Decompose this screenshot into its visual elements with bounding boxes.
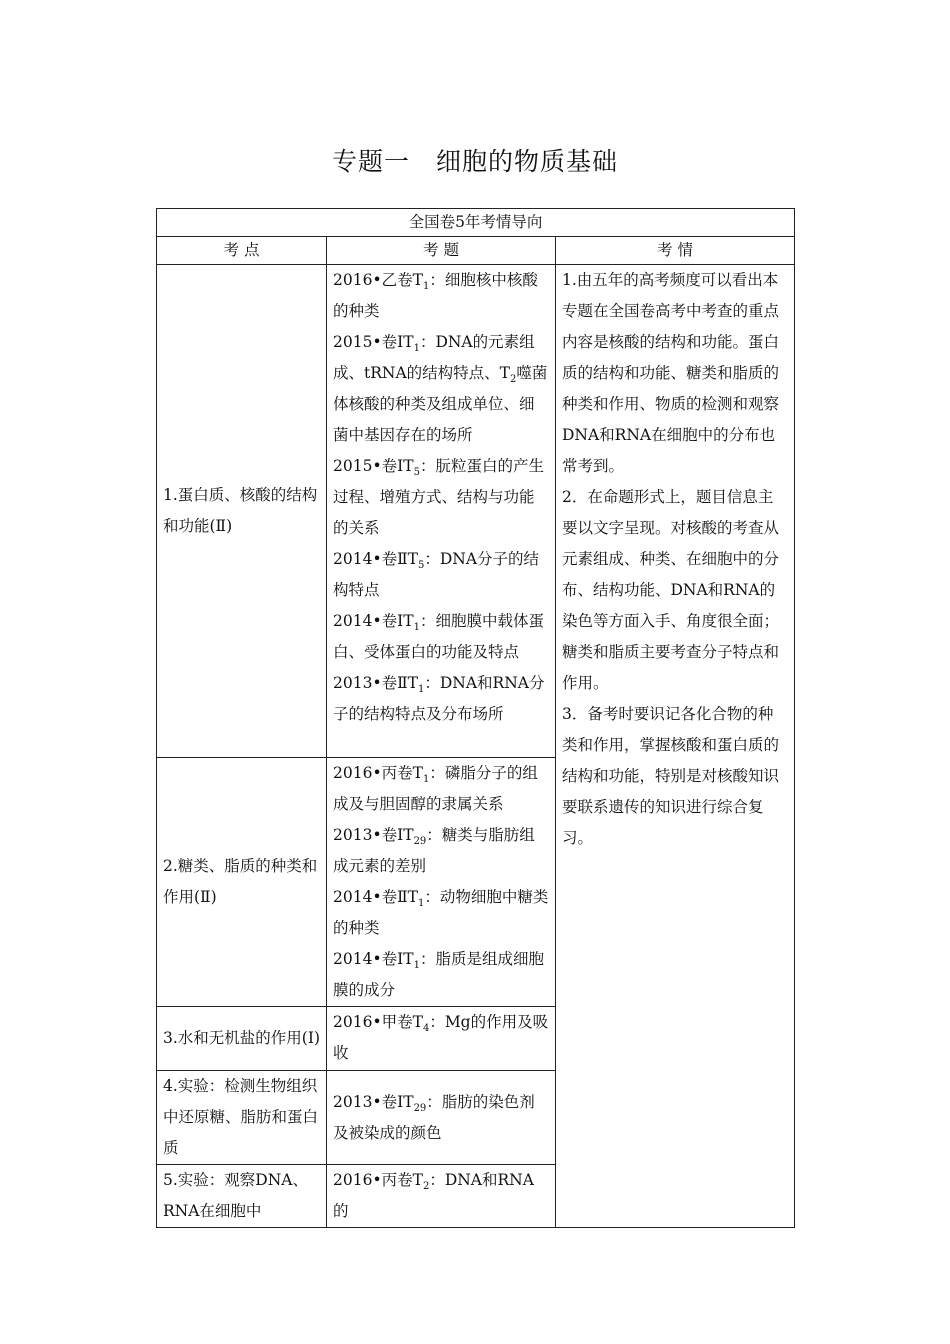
question-item: 2013•卷$ⅡT_1$：DNA和RNA分子的结构特点及分布场所 bbox=[333, 674, 545, 723]
question-item: 2015•卷$ⅠT_5$：朊粒蛋白的产生过程、增殖方式、结构与功能的关系 bbox=[333, 457, 544, 537]
header-point: 考 点 bbox=[157, 237, 327, 265]
header-question: 考 题 bbox=[327, 237, 556, 265]
question-item: 2014•卷$ⅠT_1$：脂质是组成细胞膜的成分 bbox=[333, 950, 544, 999]
table-caption: 全国卷5年考情导向 bbox=[157, 209, 795, 237]
question-item: 2016•甲卷$T_4$：Mg的作用及吸收 bbox=[333, 1013, 549, 1062]
situation-paragraph: 3．备考时要识记各化合物的种类和作用，掌握核酸和蛋白质的结构和功能，特别是对核酸知识要联系遗传的知识进行综合复习。 bbox=[562, 705, 780, 847]
page-title: 专题一 细胞的物质基础 bbox=[331, 147, 618, 176]
exam-point-cell: 5.实验：观察DNA、RNA在细胞中 bbox=[157, 1165, 327, 1228]
question-item: 2016•丙卷$T_2$：DNA和RNA的 bbox=[333, 1171, 534, 1220]
exam-question-cell bbox=[327, 265, 556, 758]
situation-paragraph: 2．在命题形式上，题目信息主要以文字呈现。对核酸的考查从元素组成、种类、在细胞中的分布、结构功能、DNA和RNA的染色等方面入手、角度很全面；糖类和脂质主要考查分子特点和作用。 bbox=[562, 488, 780, 692]
exam-point-cell: 4.实验：检测生物组织中还原糖、脂肪和蛋白质 bbox=[157, 1071, 327, 1165]
exam-question-cell bbox=[327, 1165, 556, 1228]
exam-point-cell: 1.蛋白质、核酸的结构和功能(Ⅱ) bbox=[157, 265, 327, 758]
exam-question-cell bbox=[327, 1007, 556, 1071]
question-item: 2016•丙卷$T_1$：磷脂分子的组成及与胆固醇的隶属关系 bbox=[333, 764, 538, 813]
question-item: 2014•卷$ⅠT_1$：细胞膜中载体蛋白、受体蛋白的功能及特点 bbox=[333, 612, 544, 661]
exam-point-cell: 3.水和无机盐的作用(Ⅰ) bbox=[157, 1007, 327, 1071]
header-situation: 考 情 bbox=[556, 237, 795, 265]
table-header-row bbox=[157, 237, 795, 265]
question-item: 2016•乙卷$T_1$：细胞核中核酸的种类 bbox=[333, 271, 538, 320]
question-item: 2014•卷$ⅡT_1$：动物细胞中糖类的种类 bbox=[333, 888, 549, 937]
question-item: 2013•卷$ⅠT_{29}$：脂肪的染色剂及被染成的颜色 bbox=[333, 1092, 535, 1142]
situation-paragraph: 1.由五年的高考频度可以看出本专题在全国卷高考中考查的重点内容是核酸的结构和功能。蛋白质的结构和功能、糖类和脂质的种类和作用、物质的检测和观察DNA和RNA在细胞中的分布也常考到。 bbox=[562, 271, 780, 475]
table-row bbox=[157, 265, 795, 758]
exam-situation-cell bbox=[556, 265, 795, 1228]
exam-point-cell: 2.糖类、脂质的种类和作用(Ⅱ) bbox=[157, 758, 327, 1007]
question-item: 2013•卷$ⅠT_{29}$：糖类与脂肪组成元素的差别 bbox=[333, 826, 535, 875]
question-item: 2014•卷$ⅡT_5$：DNA分子的结构特点 bbox=[333, 550, 540, 599]
exam-guide-table bbox=[156, 208, 795, 1228]
table-caption-row bbox=[157, 209, 795, 237]
exam-question-cell bbox=[327, 1071, 556, 1165]
exam-question-cell bbox=[327, 758, 556, 1007]
question-item: 2015•卷$ⅠT_1$：DNA的元素组成、tRNA的结构特点、$T_2$噬菌体核酸的种类及组成单位、细菌中基因存在的场所 bbox=[333, 333, 548, 444]
